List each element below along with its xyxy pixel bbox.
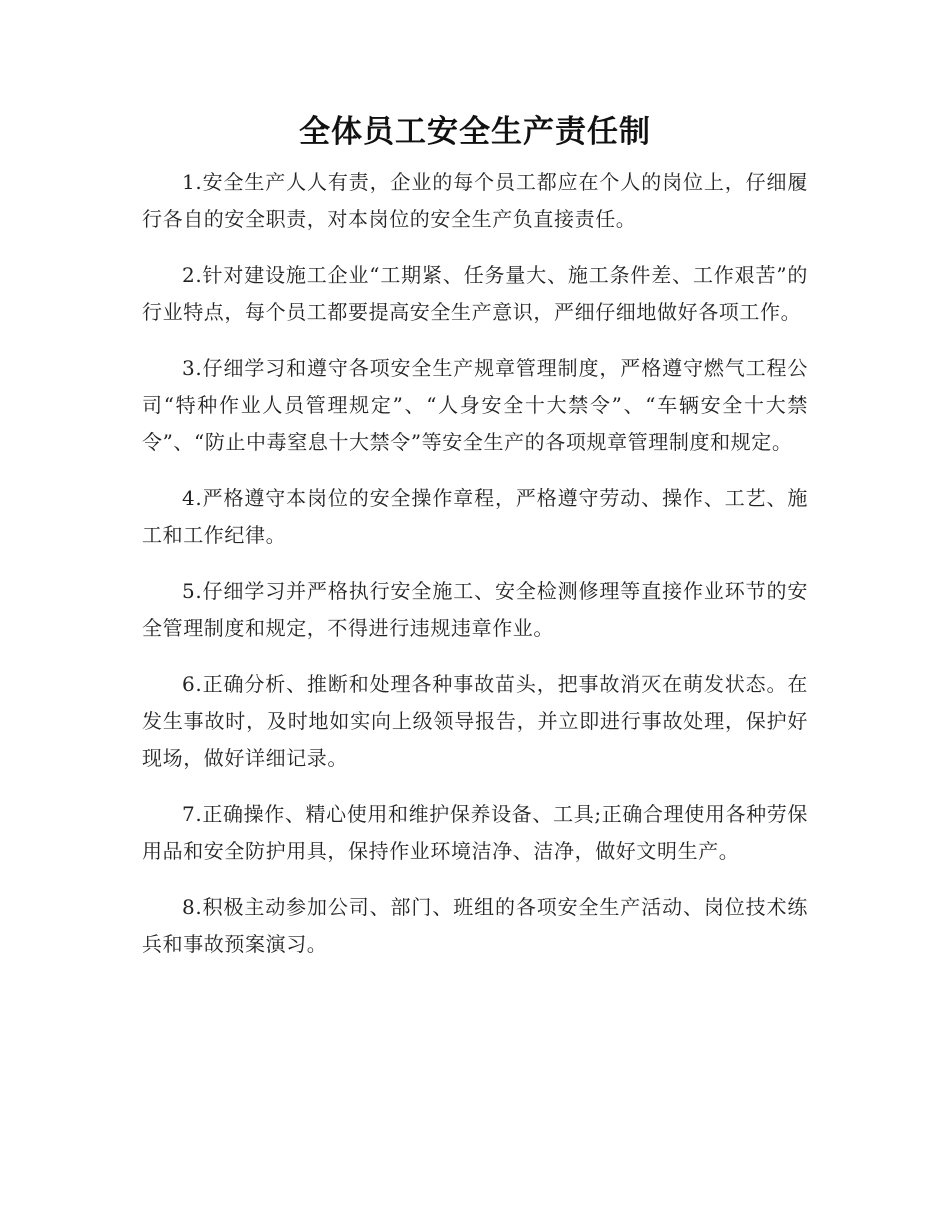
document-body (142, 164, 808, 982)
document-title: 全体员工安全生产责任制 (299, 114, 651, 150)
paragraph-8: 8.积极主动参加公司、部门、班组的各项安全生产活动、岗位技术练兵和事故预案演习。 (142, 895, 808, 956)
paragraph-6: 6.正确分析、推断和处理各种事故苗头，把事故消灭在萌发状态。在发生事故时，及时地如实向上级领导报告，并立即进行事故处理，保护好现场，做好详细记录。 (142, 672, 808, 770)
paragraph-2: 2.针对建设施工企业“工期紧、任务量大、施工条件差、工作艰苦”的行业特点，每个员工都要提高安全生产意识，严细仔细地做好各项工作。 (142, 263, 808, 324)
paragraph-1: 1.安全生产人人有责，企业的每个员工都应在个人的岗位上，仔细履行各自的安全职责，对本岗位的安全生产负直接责任。 (142, 170, 808, 231)
paragraph-5: 5.仔细学习并严格执行安全施工、安全检测修理等直接作业环节的安全管理制度和规定，不得进行违规违章作业。 (142, 579, 808, 640)
paragraph-3: 3.仔细学习和遵守各项安全生产规章管理制度，严格遵守燃气工程公司“特种作业人员管理规定”、“人身安全十大禁令”、“车辆安全十大禁令”、“防止中毒窒息十大禁令”等安全生产的各项规章管理制度和规定。 (142, 356, 808, 454)
paragraph-7: 7.正确操作、精心使用和维护保养设备、工具;正确合理使用各种劳保用品和安全防护用具，保持作业环境洁净、洁净，做好文明生产。 (142, 802, 808, 863)
paragraph-4: 4.严格遵守本岗位的安全操作章程，严格遵守劳动、操作、工艺、施工和工作纪律。 (142, 486, 808, 547)
